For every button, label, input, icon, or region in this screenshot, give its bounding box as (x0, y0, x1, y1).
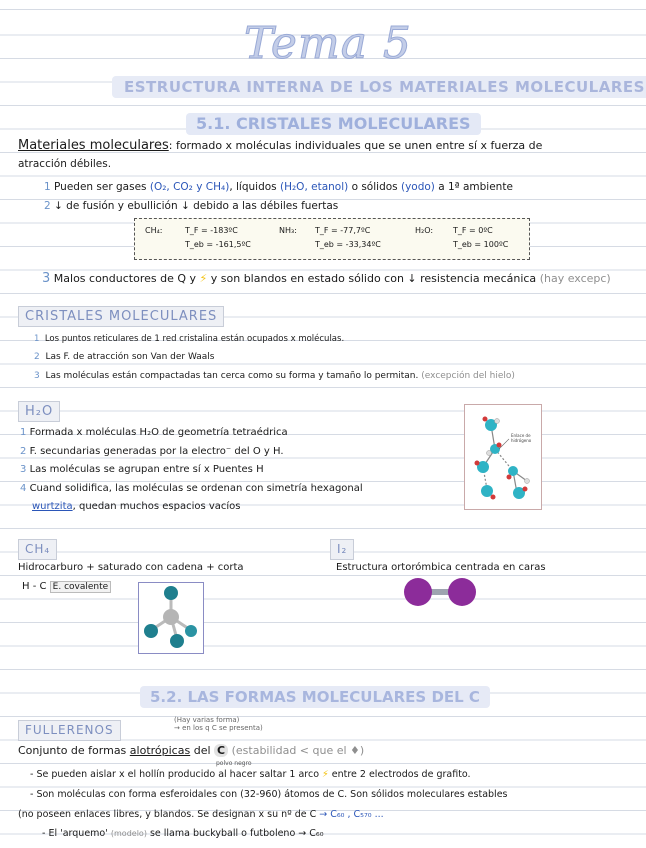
fullerenos-line-2: - Son moléculas con forma esferoidales con (32-960) átomos de C. Son sólidos moleculares estables (30, 789, 508, 800)
definition-line-1 (18, 139, 542, 153)
cristales-item-1: 1 Los puntos reticulares de 1 red cristalina están ocupados x moléculas. (34, 334, 345, 344)
page-subtitle: ESTRUCTURA INTERNA DE LOS MATERIALES MOLECULARES (112, 76, 646, 98)
point-2: 2 ↓ de fusión y ebullición ↓ debido a las débiles fuertas (44, 200, 339, 212)
i2-description: Estructura ortorómbica centrada en caras (336, 562, 546, 573)
definition-term: Materiales moleculares (18, 138, 169, 153)
iodine-atom (448, 578, 476, 606)
fullerenos-definition: Conjunto de formas alotrópicas del C (estabilidad < que el ♦) (18, 744, 365, 757)
fullerenos-label: FULLERENOS (18, 720, 121, 741)
cristales-item-3: 3 Las moléculas están compactadas tan cerca como su forma y tamaño lo permitan. (excepción del hielo) (34, 371, 515, 381)
fullerenos-line-1: - Se pueden aislar x el hollín producido al hacer saltar 1 arco ⚡ entre 2 electrodos de grafito. (30, 769, 471, 780)
ch4-description: Hidrocarburo + saturado con cadena + corta (18, 562, 244, 573)
ch4-hydrogen-atom (185, 625, 197, 637)
ch4-label: CH₄ (18, 539, 57, 560)
h2o-label: H₂O (18, 401, 60, 422)
ch4-molecule-image (138, 582, 204, 654)
fullerenos-line-3: (no poseen enlaces libres, y blandos. Se designan x su nº de C → C₆₀ , C₅₇₀ ... (18, 809, 384, 820)
ch4-hydrogen-atom (164, 586, 178, 600)
ch4-hydrogen-atom (170, 634, 184, 648)
ice-oxygen-atom (481, 485, 493, 497)
i2-label: I₂ (330, 539, 354, 560)
ch4-carbon-atom (163, 609, 179, 625)
ice-oxygen-atom (508, 466, 518, 476)
definition-text: : formado x moléculas individuales que se unen entre sí x fuerza de (168, 139, 543, 152)
h2o-item-4-cont: wurtzita, quedan muchos espacios vacíos (32, 501, 241, 512)
h2o-item-2: 2 F. secundarias generadas por la electro⁻ del O y H. (20, 446, 284, 457)
cristales-item-2: 2 Las F. de atracción son Van der Waals (34, 352, 215, 362)
point-3: 3 Malos conductores de Q y ⚡ y son blandos en estado sólido con ↓ resistencia mecánica (hay excepc) (42, 271, 611, 286)
section-cristales-moleculares: CRISTALES MOLECULARES (18, 306, 224, 327)
section-title-5-1: 5.1. CRISTALES MOLECULARES (186, 113, 481, 135)
h2o-item-3: 3 Las moléculas se agrupan entre sí x Puentes H (20, 464, 264, 475)
iodine-atom (404, 578, 432, 606)
ch4-hydrogen-atom (144, 624, 158, 638)
ice-caption: Enlace de hidrógeno (511, 433, 532, 443)
fullerenos-note-2: → en los q C se presenta) (174, 724, 263, 732)
h2o-item-1: 1 Formada x moléculas H₂O de geometría tetraédrica (20, 427, 288, 438)
melting-boiling-table: CH₄: T_F = -183ºC T_eb = -161,5ºC NH₃: T_F = -77,7ºC T_eb = -33,34ºC H₂O: T_F = 0ºC T_eb = 100ºC (134, 218, 530, 260)
page-title: Tema 5 (244, 18, 412, 69)
h2o-item-4: 4 Cuand solidifica, las moléculas se ordenan con simetría hexagonal (20, 483, 363, 494)
definition-line-2: atracción débiles. (18, 158, 112, 170)
fullerenos-note-1: (Hay varias forma) (174, 716, 240, 724)
i2-molecule-image (400, 572, 480, 612)
ice-structure-image (464, 404, 542, 510)
point-1: 1 Pueden ser gases (O₂, CO₂ y CH₄), líquidos (H₂O, etanol) o sólidos (yodo) a 1ª ambiente (44, 181, 513, 193)
section-title-5-2: 5.2. LAS FORMAS MOLECULARES DEL C (140, 686, 490, 708)
ch4-bond: H - C E. covalente (22, 580, 111, 594)
fullerenos-small-note: polvo negro (216, 760, 252, 767)
fullerenos-line-4: - El 'arquemo' (modelo) se llama buckyball o futboleno → C₆₀ (42, 828, 324, 839)
